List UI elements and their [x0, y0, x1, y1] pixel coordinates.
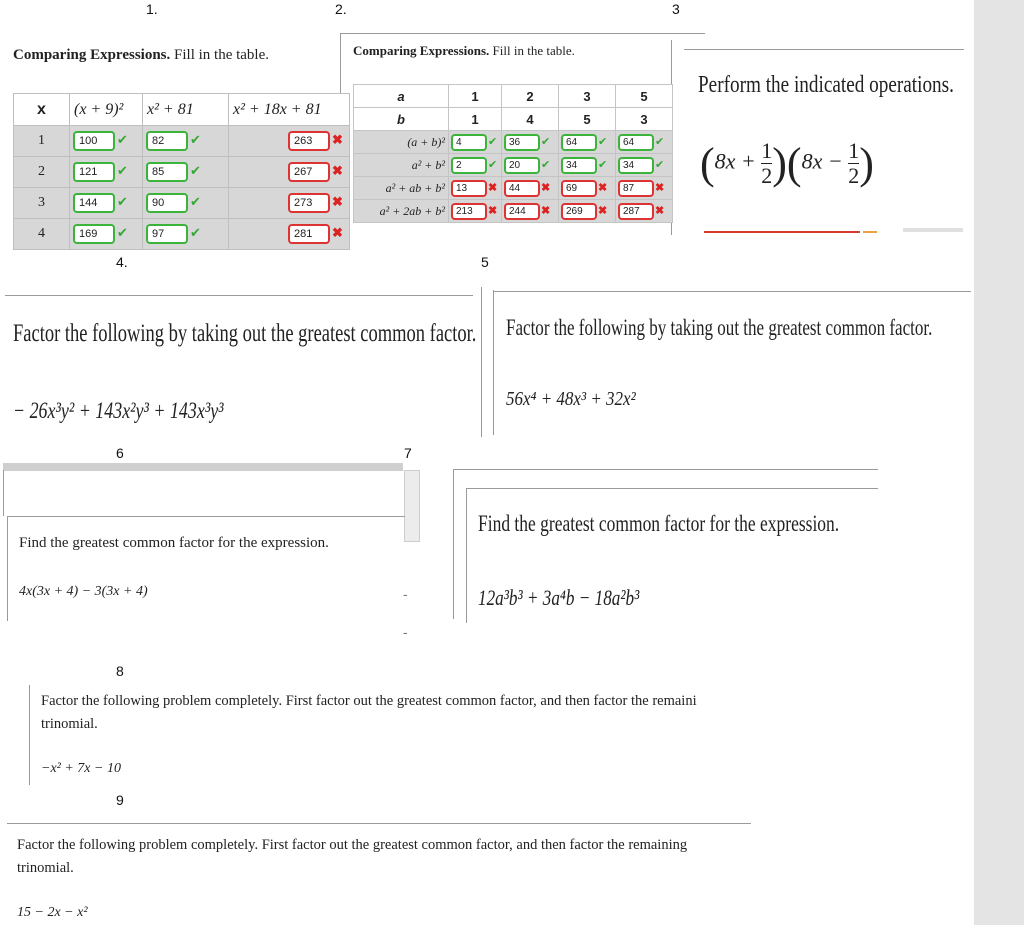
table-row — [14, 126, 350, 157]
cross-icon: ✖ — [598, 204, 608, 217]
numerator: 1 — [761, 137, 773, 163]
divider — [3, 470, 4, 516]
answer-input[interactable]: 85 — [147, 163, 187, 181]
problem-number-5: 5 — [481, 254, 489, 270]
divider — [7, 516, 405, 517]
cross-icon: ✖ — [655, 204, 665, 217]
orange-underline — [863, 231, 877, 233]
problem-3-expression — [700, 138, 874, 189]
cross-icon: ✖ — [332, 225, 343, 240]
row-x: 3 — [14, 188, 70, 219]
a-value: 1 — [449, 85, 502, 108]
problem-1-title — [13, 47, 269, 64]
answer-input[interactable]: 97 — [147, 225, 187, 243]
check-icon: ✔ — [190, 194, 201, 209]
row-x: 2 — [14, 157, 70, 188]
divider — [340, 33, 705, 34]
answer-input[interactable]: 281 — [289, 225, 329, 243]
problem-6-prompt: Find the greatest common factor for the expression. — [19, 535, 329, 551]
answer-input[interactable]: 20 — [505, 158, 539, 173]
row-x: 1 — [14, 126, 70, 157]
check-icon: ✔ — [117, 163, 128, 178]
red-underline — [704, 231, 860, 233]
problem-5-expression: 56x⁴ + 48x³ + 32x² — [506, 388, 636, 410]
a-value: 5 — [616, 85, 673, 108]
problem-9-expression: 15 − 2x − x² — [17, 905, 88, 920]
problem-4-prompt: Factor the following by taking out the greatest common factor. — [13, 320, 477, 347]
answer-input[interactable]: 267 — [289, 163, 329, 181]
problem-number-2: 2. — [335, 1, 347, 17]
answer-input[interactable]: 2 — [452, 158, 486, 173]
answer-input[interactable]: 269 — [562, 204, 596, 219]
check-icon: ✔ — [488, 158, 498, 171]
cross-icon: ✖ — [541, 181, 551, 194]
table-row — [354, 108, 673, 131]
row-x: 4 — [14, 219, 70, 250]
paren: )( — [772, 139, 802, 188]
divider — [493, 291, 971, 292]
problem-6-expression: 4x(3x + 4) − 3(3x + 4) — [19, 584, 148, 599]
answer-input[interactable]: 169 — [74, 225, 114, 243]
problem-9-prompt-line2: trinomial. — [17, 860, 74, 876]
table-row — [354, 200, 673, 223]
answer-input[interactable]: 69 — [562, 181, 596, 196]
scrollbar[interactable] — [974, 0, 1024, 925]
answer-input[interactable]: 244 — [505, 204, 539, 219]
title-bold: Comparing Expressions. — [353, 43, 490, 58]
problem-number-7: 7 — [404, 445, 412, 461]
answer-input[interactable]: 263 — [289, 132, 329, 150]
comparison-table-1 — [13, 93, 350, 250]
row-label: a² + ab + b² — [354, 177, 449, 200]
title-rest: Fill in the table. — [170, 47, 270, 63]
cross-icon: ✖ — [488, 204, 498, 217]
table-row — [354, 177, 673, 200]
row-label: a — [354, 85, 449, 108]
check-icon: ✔ — [190, 225, 201, 240]
divider — [493, 290, 494, 435]
answer-input[interactable]: 13 — [452, 181, 486, 196]
table-row — [354, 131, 673, 154]
answer-input[interactable]: 121 — [74, 163, 114, 181]
divider — [7, 823, 751, 824]
check-icon: ✔ — [117, 194, 128, 209]
denominator: 2 — [848, 163, 860, 188]
row-label: (a + b)² — [354, 131, 449, 154]
answer-input[interactable]: 64 — [619, 135, 653, 150]
problem-4-expression: − 26x³y² + 143x²y³ + 143x³y³ — [13, 398, 224, 423]
problem-2-title — [353, 43, 575, 59]
check-icon: ✔ — [541, 135, 551, 148]
paren: ( — [700, 139, 715, 188]
divider — [466, 488, 878, 489]
title-bold: Comparing Expressions. — [13, 47, 171, 63]
answer-input[interactable]: 4 — [452, 135, 486, 150]
answer-input[interactable]: 64 — [562, 135, 596, 150]
table-row — [354, 154, 673, 177]
check-icon: ✔ — [190, 163, 201, 178]
check-icon: ✔ — [598, 135, 608, 148]
paren: ) — [859, 139, 874, 188]
answer-input[interactable]: 90 — [147, 194, 187, 212]
problem-number-8: 8 — [116, 663, 124, 679]
check-icon: ✔ — [488, 135, 498, 148]
check-icon: ✔ — [655, 135, 665, 148]
a-value: 2 — [502, 85, 559, 108]
problem-8-prompt-line2: trinomial. — [41, 716, 98, 732]
divider — [466, 488, 467, 623]
divider — [5, 295, 473, 296]
divider — [481, 287, 482, 437]
table-row — [14, 219, 350, 250]
problem-3-prompt: Perform the indicated operations. — [698, 72, 954, 98]
answer-input[interactable]: 34 — [562, 158, 596, 173]
problem-7-prompt: Find the greatest common factor for the expression. — [478, 511, 840, 536]
term: 8x + — [714, 148, 756, 174]
divider — [29, 685, 30, 785]
answer-input[interactable]: 213 — [452, 204, 486, 219]
problem-number-3: 3 — [672, 1, 680, 17]
check-icon: ✔ — [655, 158, 665, 171]
answer-input[interactable]: 34 — [619, 158, 653, 173]
cross-icon: ✖ — [488, 181, 498, 194]
answer-input[interactable]: 36 — [505, 135, 539, 150]
b-value: 1 — [449, 108, 502, 131]
check-icon: ✔ — [117, 132, 128, 147]
problem-7-expression: 12a³b³ + 3a⁴b − 18a²b³ — [478, 585, 640, 610]
row-label: b — [354, 108, 449, 131]
comparison-table-2 — [353, 84, 673, 223]
cross-icon: ✖ — [332, 132, 343, 147]
check-icon: ✔ — [541, 158, 551, 171]
a-value: 3 — [559, 85, 616, 108]
problem-8-prompt-line1: Factor the following problem completely. First factor out the greatest common factor, and then factor the remaini — [41, 693, 697, 709]
cross-icon: ✖ — [541, 204, 551, 217]
problem-9-prompt-line1: Factor the following problem completely. First factor out the greatest common factor, and then factor the remaining — [17, 837, 688, 853]
numerator: 1 — [848, 137, 860, 163]
b-value: 5 — [559, 108, 616, 131]
divider — [684, 49, 964, 50]
row-label: a² + b² — [354, 154, 449, 177]
answer-input[interactable]: 44 — [505, 181, 539, 196]
divider — [453, 469, 878, 470]
row-label: a² + 2ab + b² — [354, 200, 449, 223]
denominator: 2 — [761, 163, 773, 188]
fraction — [761, 139, 772, 188]
check-icon: ✔ — [598, 158, 608, 171]
answer-input[interactable]: 100 — [74, 132, 114, 150]
title-rest: Fill in the table. — [489, 43, 575, 58]
problem-number-1: 1. — [146, 1, 158, 17]
cross-icon: ✖ — [332, 194, 343, 209]
dash-mark: - — [403, 624, 408, 640]
header-col-b: x² + 81 — [143, 94, 229, 126]
b-value: 4 — [502, 108, 559, 131]
check-icon: ✔ — [117, 225, 128, 240]
problem-8-expression: −x² + 7x − 10 — [41, 761, 121, 776]
answer-input[interactable]: 87 — [619, 181, 653, 196]
problem-number-9: 9 — [116, 792, 124, 808]
table-row — [354, 85, 673, 108]
divider — [7, 516, 8, 621]
cross-icon: ✖ — [655, 181, 665, 194]
fraction — [848, 139, 859, 188]
term: 8x − — [801, 148, 843, 174]
table-row — [14, 188, 350, 219]
problem-5-prompt: Factor the following by taking out the greatest common factor. — [506, 315, 933, 340]
answer-input[interactable]: 287 — [619, 204, 653, 219]
divider — [453, 469, 454, 619]
answer-input[interactable]: 273 — [289, 194, 329, 212]
gray-bar — [903, 228, 963, 232]
side-scroll[interactable] — [404, 470, 420, 542]
answer-input[interactable]: 82 — [147, 132, 187, 150]
dash-mark: - — [403, 586, 408, 602]
check-icon: ✔ — [190, 132, 201, 147]
cross-icon: ✖ — [598, 181, 608, 194]
b-value: 3 — [616, 108, 673, 131]
problem-number-4: 4. — [116, 254, 128, 270]
cross-icon: ✖ — [332, 163, 343, 178]
answer-input[interactable]: 144 — [74, 194, 114, 212]
header-x: x — [14, 94, 70, 126]
header-col-c: x² + 18x + 81 — [229, 94, 350, 126]
table-row — [14, 157, 350, 188]
header-col-a: (x + 9)² — [70, 94, 143, 126]
problem-number-6: 6 — [116, 445, 124, 461]
gray-bar — [3, 463, 403, 471]
